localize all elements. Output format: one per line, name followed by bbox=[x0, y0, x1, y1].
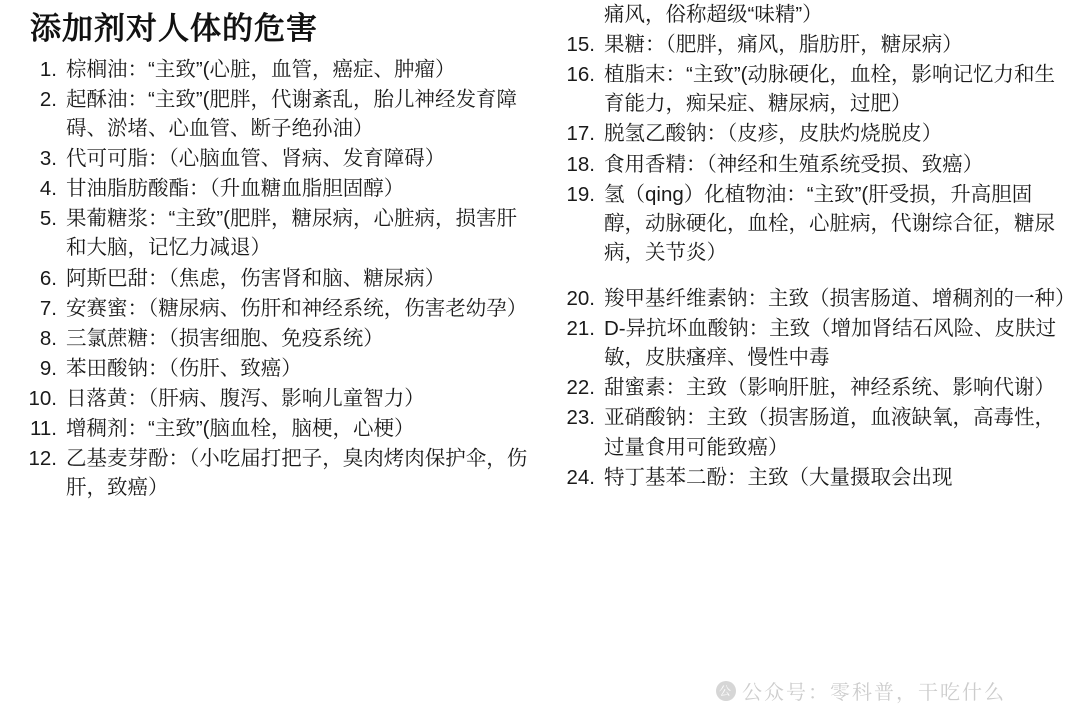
list-item-text: 氢（qing）化植物油：“主致”(肝受损，升高胆固醇，动脉硬化，血栓，心脏病，代谢综合征，糖尿病，关节炎） bbox=[604, 182, 1055, 264]
list-item-number: 15. bbox=[566, 33, 595, 57]
list-item-number: 24. bbox=[566, 465, 595, 489]
list-item bbox=[22, 264, 532, 293]
list-item-number: 11. bbox=[30, 417, 57, 441]
list-item-text: 甜蜜素：主致（影响肝脏，神经系统、影响代谢） bbox=[604, 376, 1055, 400]
list-item-number: 12. bbox=[28, 447, 57, 471]
list-item-number: 10. bbox=[28, 386, 57, 410]
list-item-text: 代可可脂：（心脑血管、肾病、发育障碍） bbox=[66, 147, 446, 171]
list-item bbox=[22, 384, 532, 413]
list-item-number: 21. bbox=[566, 317, 595, 341]
list-item-number: 17. bbox=[566, 122, 595, 146]
list-item bbox=[22, 354, 532, 383]
list-item bbox=[22, 144, 532, 173]
list-item-number: 1. bbox=[39, 57, 57, 81]
list-item-text: 果葡糖浆：“主致”(肥胖，糖尿病，心脏病，损害肝和大脑，记忆力减退） bbox=[66, 207, 517, 260]
list-item-text: 甘油脂肪酸酯：（升血糖血脂胆固醇） bbox=[66, 177, 405, 201]
page-title: 添加剂对人体的危害 bbox=[30, 11, 318, 46]
list-item bbox=[22, 55, 532, 84]
list-item-text: 日落黄：（肝病、腹泻、影响儿童智力） bbox=[66, 386, 425, 410]
list-item bbox=[22, 85, 532, 143]
list-item-number: 22. bbox=[566, 376, 595, 400]
left-column bbox=[0, 0, 540, 503]
list-item bbox=[22, 444, 532, 502]
list-item-text: 增稠剂：“主致”(脑血栓，脑梗，心梗） bbox=[66, 417, 415, 441]
list-item-number: 7. bbox=[39, 296, 57, 320]
list-item bbox=[558, 314, 1072, 372]
list-item-text: 安赛蜜：（糖尿病、伤肝和神经系统，伤害老幼孕） bbox=[66, 296, 528, 320]
list-item-text: 脱氢乙酸钠：（皮疹，皮肤灼烧脱皮） bbox=[604, 122, 943, 146]
list-item bbox=[22, 414, 532, 443]
list-item-text: D-异抗坏血酸钠：主致（增加肾结石风险、皮肤过敏，皮肤瘙痒、慢性中毒 bbox=[604, 317, 1057, 370]
continued-text-fragment: 痛风，俗称超级“味精”） bbox=[604, 3, 823, 26]
list-item-text: 起酥油：“主致”(肥胖，代谢紊乱，胎儿神经发育障碍、淤堵、心血管、断子绝孙油） bbox=[66, 87, 517, 140]
list-item-number: 20. bbox=[566, 286, 595, 310]
list-item-text: 亚硝酸钠：主致（损害肠道，血液缺氧，高毒性，过量食用可能致癌） bbox=[604, 406, 1055, 459]
watermark-badge-icon: 公 bbox=[716, 681, 736, 701]
list-item bbox=[558, 150, 1072, 179]
list-item-number: 4. bbox=[39, 177, 57, 201]
list-item-number: 23. bbox=[566, 406, 595, 430]
list-item-number: 8. bbox=[39, 326, 57, 350]
list-item bbox=[22, 294, 532, 323]
list-item-number: 19. bbox=[566, 182, 595, 206]
list-item-text: 苯田酸钠：（伤肝、致癌） bbox=[66, 356, 302, 380]
list-item-text: 特丁基苯二酚：主致（大量摄取会出现 bbox=[604, 465, 953, 489]
list-item bbox=[558, 284, 1076, 313]
list-item-number: 18. bbox=[566, 152, 595, 176]
list-item-text: 羧甲基纤维素钠：主致（损害肠道、增稠剂的一种） bbox=[604, 286, 1076, 310]
watermark-text: 公众号：零科普，干吃什么 bbox=[742, 682, 1006, 704]
list-item-text: 三氯蔗糖：（损害细胞、免疫系统） bbox=[66, 326, 384, 350]
list-item-text: 阿斯巴甜：（焦虑，伤害肾和脑、糖尿病） bbox=[66, 266, 446, 290]
list-item bbox=[558, 30, 1072, 59]
left-additive-list bbox=[22, 55, 532, 503]
list-item-number: 6. bbox=[39, 266, 57, 290]
watermark bbox=[716, 676, 1006, 705]
list-item bbox=[22, 324, 532, 353]
list-item bbox=[558, 60, 1072, 118]
list-item-number: 5. bbox=[39, 207, 57, 231]
list-item bbox=[558, 463, 1072, 492]
right-additive-list bbox=[558, 30, 1072, 267]
list-item-text: 乙基麦芽酚：（小吃届打把子，臭肉烤肉保护伞，伤肝，致癌） bbox=[66, 447, 528, 500]
right-column bbox=[540, 0, 1080, 493]
list-item-number: 2. bbox=[39, 87, 57, 111]
list-item bbox=[558, 180, 1072, 267]
list-item-text: 果糖：（肥胖，痛风，脂肪肝，糖尿病） bbox=[604, 33, 963, 57]
list-item-text: 植脂末：“主致”(动脉硬化，血栓，影响记忆力和生育能力，痴呆症、糖尿病，过肥） bbox=[604, 63, 1055, 116]
list-item bbox=[558, 403, 1072, 461]
section-gap bbox=[558, 268, 1072, 284]
list-item-text: 食用香精：（神经和生殖系统受损、致癌） bbox=[604, 152, 984, 176]
list-item-text: 棕榈油：“主致”(心脏，血管，癌症、肿瘤） bbox=[66, 57, 456, 81]
list-item-number: 3. bbox=[39, 147, 57, 171]
list-item bbox=[558, 119, 1072, 148]
list-item-number: 16. bbox=[566, 63, 595, 87]
list-item-number: 9. bbox=[39, 356, 57, 380]
list-item bbox=[558, 373, 1072, 402]
list-item bbox=[22, 204, 532, 262]
list-item bbox=[22, 174, 532, 203]
bottom-clip bbox=[0, 715, 1080, 721]
right-additive-list-continued bbox=[558, 284, 1076, 492]
